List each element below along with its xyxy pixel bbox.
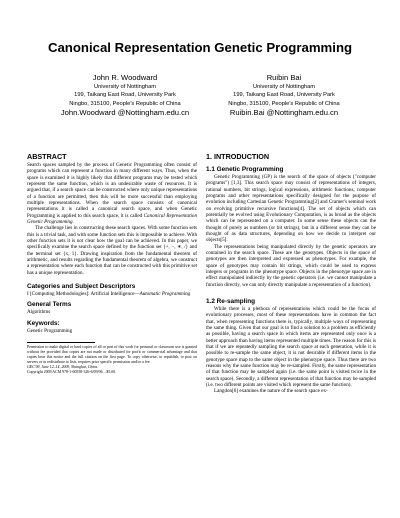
section-1-2-paragraph-1: While there is a plethora of representations which could be the focus of evolutionary processes, most of these representations have in common the fact that, when representing functions there is, typically, multiple ways of representing the same thing. Given that our goal is to find a solution to a problem as efficiently as possible, having a search space in which items are represented only once is a better approach than having items represented multiple times. The reason for this is that if we are repeatedly sampling the search space at each generation, while it is possible to re-sample the same object, it is not desirable if different items in the genotype space map to the same object in the phenotype space. Thus there are two reasons why the same function may be re-sampled. Firstly, the same representation of that function may be sampled again (i.e. the same point is visited twice in the search space). Secondly, a different representation of that function may be sampled (i.e. two different points are visited which represent the same function). <box>206 305 376 388</box>
footnote-rule <box>27 342 95 343</box>
author-city: Ningbo, 315100, People's Republic of China <box>69 100 181 107</box>
section-1-1-heading: 1.1 Genetic Programming <box>206 166 284 173</box>
author-university: University of Nottingham <box>94 84 156 90</box>
author-email: John.Woodward @Nottingham.edu.cn <box>60 108 190 118</box>
abstract-heading: ABSTRACT <box>27 152 67 161</box>
author-city: Ningbo, 315100, People's Republic of China <box>228 100 340 107</box>
section-1-2-heading: 1.2 Re-sampling <box>206 297 256 305</box>
keywords-text: Genetic Programming <box>27 327 73 334</box>
author-name: John R. Woodward <box>92 73 158 82</box>
author-street: 199, Taikang East Road, University Park <box>233 92 335 99</box>
categories-text: I [Computing Methodologies]: Artificial Intelligence—Automatic Programming <box>27 290 191 297</box>
abstract-paragraph-2: The challenge lies in constructing these search spaces. With some function sets this is a trivial task, and with some function sets this is impossible to achieve. With other function sets it is not clear how the goal can be achieved. In this paper, we specifically examine the search space defined by the function set {+, −, ∗, /} and the terminal set {x, 1}. Drawing inspiration from the fundamental theorem of arithmetic, and results regarding the fundamental theorem of algebra, we construct a representation where each function that can be constructed with this primitive set has a unique representation. <box>27 225 197 276</box>
introduction-heading: 1. INTRODUCTION <box>206 152 270 161</box>
section-1-1-paragraph-1: Genetic Programming (GP) is the search of the space of objects ("computer programs") [1,3]. This search space may consist of representations of integers, rational numbers, bit strings, logical expressions, arithmetic functions, computer programs and other representations specifically designed for the purpose of evolution including Cartesian Genetic Programming[2] and Cramer's seminal work on evolving primitive recursive functions[4]. The set of objects which can potentially be evolved using Evolutionary Computation, is as broad as the objects which can be represented on a computer. In some sense these objects can the thought of purely as numbers (or bit strings), but in a different sense they can be thought of as data structures, depending on how we decide to interpret our objects[5]. <box>206 174 376 244</box>
author-street: 199, Taikang East Road, University Park <box>74 92 176 99</box>
section-1-1-paragraph-2: The representations being manipulated directly by the genetic operators are contained in the search space. These are the genotypes. Objects in the space of genotypes are then interpreted and expressed as phenotypes. For example, the space of genotypes may contain bit strings, which could be used to express integers or programs in the phenotype space. Objects in the phenotype space are in effect manipulated indirectly by the genetic operators (i.e. we cannot manipulate a function directly, we can only directly manipulate a representation of a function). <box>206 243 376 288</box>
abstract-emphasis: Canonical Representation Genetic Programming. <box>27 212 197 225</box>
general-terms-text: Algorithms <box>27 309 51 316</box>
section-1-2-paragraph-2: Langdon[6] examines the nature of the search space ex- <box>214 388 328 395</box>
author-university: University of Nottingham <box>253 84 315 90</box>
copyright-line: Copyright 2009 ACM 978-1-60558-326-6/09/06 ...$5.00. <box>27 370 117 375</box>
keywords-heading: Keywords: <box>27 319 60 327</box>
left-column <box>27 152 197 375</box>
paper-title: Canonical Representation Genetic Programming <box>47 40 353 55</box>
author-block-1 <box>50 73 200 118</box>
right-column <box>206 152 376 395</box>
author-email: Ruibin.Bai @Nottingham.edu.cn <box>229 108 339 118</box>
author-name: Ruibin Bai <box>266 73 302 82</box>
general-terms-heading: General Terms <box>27 301 72 309</box>
categories-heading: Categories and Subject Descriptors <box>27 282 136 290</box>
abstract-paragraph-1: Search spaces sampled by the process of Genetic Programming often consist of programs which can represent a function in many different ways. Thus, when the space is examined it is highly likely that different programs may be tested which represent the same function, which is an undesirable waste of resources. It is argued that, if a search space can be constructed where only unique representations of a function are permitted, then this will be more successful than employing multiple representations. When the search space consists of canonical representations it is called a canonical search space, and when Genetic Programming is applied to this search space, it is called Canonical Representation Genetic Programming. <box>27 162 197 225</box>
venue-line: GEC'09, June 12–14, 2009, Shanghai, China. <box>27 365 99 370</box>
permission-notice: Permission to make digital or hard copies of all or part of this work for personal or classroom use is granted without fee provided that copies are not made or distributed for profit or commercial advantage and that copies bear this notice and the full citation on the first page. To copy otherwise, to republish, to post on servers or to redistribute to lists, requires prior specific permission and/or a fee. <box>27 344 197 365</box>
author-block-2 <box>209 73 359 118</box>
